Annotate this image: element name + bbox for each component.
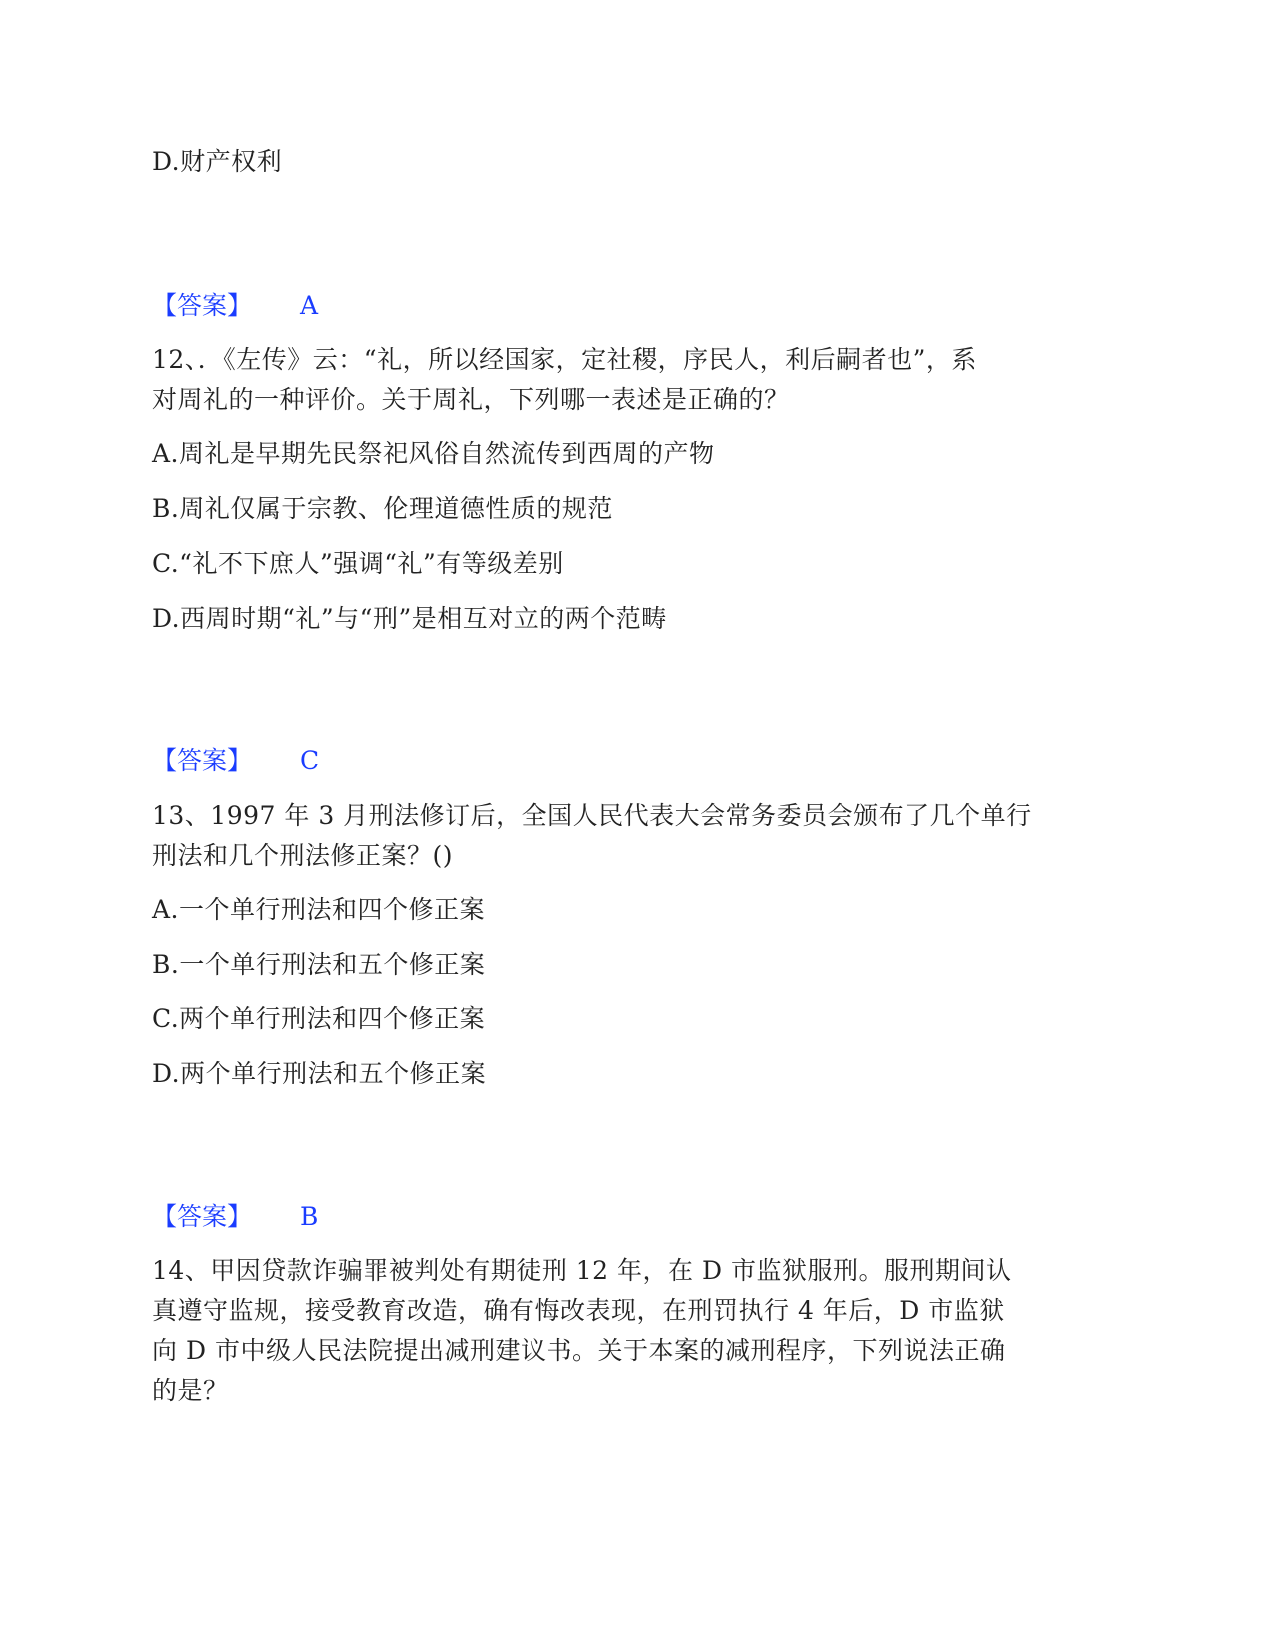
answer-label: 【答案】 (152, 291, 253, 320)
q14-stem-line: 的是？ (152, 1376, 229, 1405)
q13-option-a: A.一个单行刑法和四个修正案 (152, 895, 486, 924)
q12-stem-line: 12、．《左传》云：“礼，所以经国家，定社稷，序民人，利后嗣者也”，系 (152, 345, 977, 374)
q13-option-b: B.一个单行刑法和五个修正案 (152, 950, 486, 979)
answer-value: C (300, 746, 320, 775)
q11-option-d: D.财产权利 (152, 147, 283, 176)
q14-stem-line: 14、甲因贷款诈骗罪被判处有期徒刑 12 年，在 D 市监狱服刑。服刑期间认 (152, 1256, 1012, 1285)
answer-label: 【答案】 (152, 746, 253, 775)
q12-option-c: C.“礼不下庶人”强调“礼”有等级差别 (152, 549, 564, 578)
q13-answer (152, 1197, 318, 1237)
q12-option-a: A.周礼是早期先民祭祀风俗自然流传到西周的产物 (152, 439, 715, 468)
answer-label: 【答案】 (152, 1202, 253, 1231)
q13-stem (152, 796, 1132, 876)
answer-value: B (300, 1202, 319, 1231)
q13-stem-line: 13、1997 年 3 月刑法修订后，全国人民代表大会常务委员会颁布了几个单行 (152, 801, 1032, 830)
answer-value: A (300, 291, 319, 320)
q14-stem (152, 1251, 1132, 1411)
q12-option-b: B.周礼仅属于宗教、伦理道德性质的规范 (152, 494, 613, 523)
q12-stem (152, 340, 1132, 420)
q14-stem-line: 真遵守监规，接受教育改造，确有悔改表现，在刑罚执行 4 年后，D 市监狱 (152, 1296, 1005, 1325)
q14-stem-line: 向 D 市中级人民法院提出减刑建议书。关于本案的减刑程序，下列说法正确 (152, 1336, 1006, 1365)
q12-option-d: D.西周时期“礼”与“刑”是相互对立的两个范畴 (152, 604, 667, 633)
q11-answer (152, 286, 318, 326)
q12-answer (152, 741, 319, 781)
q12-stem-line: 对周礼的一种评价。关于周礼，下列哪一表述是正确的？ (152, 385, 790, 414)
q13-stem-line: 刑法和几个刑法修正案？() (152, 841, 454, 870)
q13-option-d: D.两个单行刑法和五个修正案 (152, 1059, 487, 1088)
q13-option-c: C.两个单行刑法和四个修正案 (152, 1004, 486, 1033)
